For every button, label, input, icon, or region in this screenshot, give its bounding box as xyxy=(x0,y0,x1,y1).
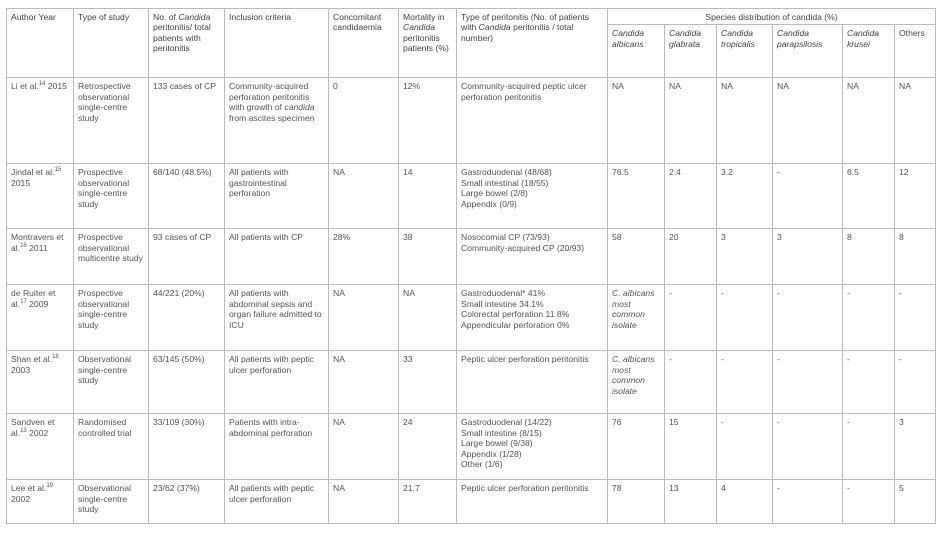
inclusion-text-a: All patients with peptic ulcer perforation xyxy=(229,354,315,375)
cell-parapsilosis: - xyxy=(773,414,843,480)
inclusion-text-b: candida xyxy=(284,102,315,113)
cell-glabrata: 20 xyxy=(665,229,717,285)
author-name: Jindal et al. xyxy=(11,167,55,178)
cell-author-year xyxy=(7,351,74,414)
cell-no-of-candida: 23/62 (37%) xyxy=(149,480,225,524)
type-line: Peptic ulcer perforation peritonitis xyxy=(461,354,589,365)
cell-krusei: - xyxy=(843,414,895,480)
type-line: Peptic ulcer perforation peritonitis xyxy=(461,483,589,494)
header-type-text-b: Candida xyxy=(478,22,511,33)
reference-number: 14 xyxy=(38,81,46,88)
header-others: Others xyxy=(895,25,936,78)
cell-albicans: 58 xyxy=(608,229,665,285)
author-name: Montravers et al. xyxy=(11,232,64,253)
cell-tropicalis: 4 xyxy=(717,480,773,524)
cell-author-year xyxy=(7,78,74,164)
type-line: Appendix (1/28) xyxy=(461,448,522,459)
cell-type-of-peritonitis xyxy=(457,78,608,164)
cell-mortality: 21.7 xyxy=(399,480,457,524)
type-line: Community-acquired CP (20/93) xyxy=(461,242,585,253)
type-line: Appendix (0/9) xyxy=(461,198,517,209)
author-year: 2003 xyxy=(11,364,31,375)
cell-mortality: 12% xyxy=(399,78,457,164)
header-candida-krusei: Candida krusei xyxy=(843,25,895,78)
header-type-of-peritonitis xyxy=(457,9,608,78)
author-year: 2015 xyxy=(45,81,67,92)
header-type-of-study-text: Type of study xyxy=(78,12,130,22)
inclusion-text-a: Patients with intra-abdominal perforation xyxy=(229,417,313,438)
cell-albicans: 78 xyxy=(608,480,665,524)
cell-glabrata: NA xyxy=(665,78,717,164)
header-candida-parapsilosis: Candida parapsilosis xyxy=(773,25,843,78)
author-name: Li et al. xyxy=(11,81,39,92)
type-line: Small intestine 34.1% xyxy=(461,298,544,309)
cell-no-of-candida: 33/109 (30%) xyxy=(149,414,225,480)
cell-study-type: Observational single-centre study xyxy=(74,351,149,414)
author-year: 2002 xyxy=(26,427,49,438)
cell-parapsilosis: NA xyxy=(773,78,843,164)
header-type-text-c: peritonitis / total number) xyxy=(461,22,574,43)
header-no-text-c: peritonitis/ total patients with peritonitis xyxy=(153,22,211,54)
table-row xyxy=(7,229,936,285)
cell-concomitant: NA xyxy=(329,164,399,229)
reference-number: 13 xyxy=(20,427,27,434)
candida-peritonitis-table xyxy=(6,8,936,524)
cell-albicans: NA xyxy=(608,78,665,164)
header-inclusion-text: Inclusion criteria xyxy=(229,12,292,22)
header-inclusion-criteria xyxy=(225,9,329,78)
cell-type-of-peritonitis xyxy=(457,285,608,351)
header-candida-albicans: Candida albicans xyxy=(608,25,665,78)
cell-no-of-candida: 68/140 (48.5%) xyxy=(149,164,225,229)
cell-type-of-peritonitis xyxy=(457,229,608,285)
header-mortality-text-c: peritonitis patients (%) xyxy=(403,32,449,54)
inclusion-text-c: from ascites specimen xyxy=(229,112,315,123)
cell-inclusion xyxy=(225,414,329,480)
header-mortality-text-b: Candida xyxy=(403,22,436,33)
cell-krusei: NA xyxy=(843,78,895,164)
type-line: Nosocomial CP (73/93) xyxy=(461,232,550,243)
type-line: Large bowel (2/8) xyxy=(461,188,528,199)
cell-concomitant: NA xyxy=(329,414,399,480)
cell-krusei: 6.5 xyxy=(843,164,895,229)
cell-krusei: - xyxy=(843,285,895,351)
header-candida-tropicalis: Candida tropicalis xyxy=(717,25,773,78)
cell-study-type: Observational single-centre study xyxy=(74,480,149,524)
inclusion-text-a: All patients with gastrointestinal perforation xyxy=(229,167,289,199)
table-row xyxy=(7,285,936,351)
cell-inclusion xyxy=(225,78,329,164)
header-concomitant xyxy=(329,9,399,78)
header-mortality xyxy=(399,9,457,78)
header-type-of-study xyxy=(74,9,149,78)
reference-number: 19 xyxy=(46,483,54,490)
type-line: Large bowel (9/38) xyxy=(461,438,533,449)
cell-glabrata: - xyxy=(665,285,717,351)
reference-number: 17 xyxy=(20,298,27,305)
cell-tropicalis: 3.2 xyxy=(717,164,773,229)
cell-no-of-candida: 133 cases of CP xyxy=(149,78,225,164)
header-author-year-text: Author Year xyxy=(11,12,56,22)
type-line: Colorectal perforation 11.8% xyxy=(461,309,570,320)
inclusion-text-a: Community-acquired perforation peritonitis with growth of xyxy=(229,81,310,113)
cell-type-of-peritonitis xyxy=(457,480,608,524)
cell-study-type: Randomised controlled trial xyxy=(74,414,149,480)
cell-albicans: 76 xyxy=(608,414,665,480)
cell-concomitant: NA xyxy=(329,285,399,351)
cell-glabrata: 2.4 xyxy=(665,164,717,229)
cell-albicans xyxy=(608,285,665,351)
reference-number: 18 xyxy=(52,354,59,361)
cell-tropicalis: - xyxy=(717,285,773,351)
header-species-distribution xyxy=(608,9,936,25)
type-line: Gastroduodenal* 41% xyxy=(461,288,546,299)
table-row xyxy=(7,480,936,524)
albicans-note: C. albicans most common isolate xyxy=(612,354,655,396)
inclusion-text-a: All patients with peptic ulcer perforation xyxy=(229,483,315,504)
cell-author-year xyxy=(7,229,74,285)
header-no-text-a: No. of xyxy=(153,12,179,22)
cell-krusei: 8 xyxy=(843,229,895,285)
cell-others: - xyxy=(895,351,936,414)
cell-concomitant: 28% xyxy=(329,229,399,285)
cell-type-of-peritonitis xyxy=(457,351,608,414)
cell-glabrata: 13 xyxy=(665,480,717,524)
cell-no-of-candida: 44/221 (20%) xyxy=(149,285,225,351)
reference-number: 15 xyxy=(54,167,62,174)
type-line: Other (1/6) xyxy=(461,459,503,470)
type-line: Small intestine (8/15) xyxy=(461,427,542,438)
table-row xyxy=(7,414,936,480)
cell-tropicalis: NA xyxy=(717,78,773,164)
cell-others: NA xyxy=(895,78,936,164)
header-row xyxy=(7,9,936,25)
table-row xyxy=(7,351,936,414)
header-author-year xyxy=(7,9,74,78)
cell-others: 5 xyxy=(895,480,936,524)
header-type-text-a: Type of peritonitis (No. of patients with xyxy=(461,12,590,33)
cell-mortality: 24 xyxy=(399,414,457,480)
type-line: Gastroduodenal (14/22) xyxy=(461,417,552,428)
cell-parapsilosis: - xyxy=(773,351,843,414)
author-name: de Ruiter et al. xyxy=(11,288,56,309)
cell-type-of-peritonitis xyxy=(457,414,608,480)
cell-others: 8 xyxy=(895,229,936,285)
cell-mortality: 38 xyxy=(399,229,457,285)
cell-mortality: NA xyxy=(399,285,457,351)
cell-albicans: 76.5 xyxy=(608,164,665,229)
cell-mortality: 33 xyxy=(399,351,457,414)
author-name: Sandven et al. xyxy=(11,417,55,438)
author-year: 2002 xyxy=(11,493,31,504)
inclusion-text-a: All patients with CP xyxy=(229,232,304,243)
cell-tropicalis: 3 xyxy=(717,229,773,285)
cell-inclusion xyxy=(225,351,329,414)
cell-study-type: Prospective observational multicentre study xyxy=(74,229,149,285)
type-line: Appendicular perforation 0% xyxy=(461,319,570,330)
author-year: 2015 xyxy=(11,177,31,188)
inclusion-text-a: All patients with abdominal sepsis and organ failure admitted to ICU xyxy=(229,288,322,330)
header-mortality-text-a: Mortality in xyxy=(403,12,445,22)
cell-inclusion xyxy=(225,285,329,351)
cell-inclusion xyxy=(225,229,329,285)
cell-type-of-peritonitis xyxy=(457,164,608,229)
cell-krusei: - xyxy=(843,351,895,414)
table-row xyxy=(7,164,936,229)
cell-author-year xyxy=(7,164,74,229)
cell-concomitant: 0 xyxy=(329,78,399,164)
author-year: 2011 xyxy=(26,242,48,253)
type-line: Gastroduodenal (48/68) xyxy=(461,167,552,178)
author-year: 2009 xyxy=(26,298,49,309)
header-no-of-candida xyxy=(149,9,225,78)
reference-number: 16 xyxy=(20,242,27,249)
cell-parapsilosis: - xyxy=(773,164,843,229)
cell-no-of-candida: 63/145 (50%) xyxy=(149,351,225,414)
cell-inclusion xyxy=(225,164,329,229)
cell-concomitant: NA xyxy=(329,480,399,524)
cell-others: 12 xyxy=(895,164,936,229)
cell-no-of-candida: 93 cases of CP xyxy=(149,229,225,285)
cell-albicans xyxy=(608,351,665,414)
author-name: Shan et al. xyxy=(11,354,53,365)
cell-others: - xyxy=(895,285,936,351)
cell-parapsilosis: - xyxy=(773,285,843,351)
header-candida-glabrata: Candida glabrata xyxy=(665,25,717,78)
cell-parapsilosis: - xyxy=(773,480,843,524)
cell-inclusion xyxy=(225,480,329,524)
cell-author-year xyxy=(7,285,74,351)
cell-krusei: - xyxy=(843,480,895,524)
table-row xyxy=(7,78,936,164)
cell-tropicalis: - xyxy=(717,414,773,480)
cell-glabrata: - xyxy=(665,351,717,414)
type-line: Community-acquired peptic ulcer perforation peritonitis xyxy=(461,81,587,102)
cell-author-year xyxy=(7,414,74,480)
cell-glabrata: 15 xyxy=(665,414,717,480)
header-species-group-text: Species distribution of candida (%) xyxy=(705,12,838,22)
cell-study-type: Retrospective observational single-centre study xyxy=(74,78,149,164)
cell-parapsilosis: 3 xyxy=(773,229,843,285)
header-no-text-b: Candida xyxy=(178,12,211,22)
cell-concomitant: NA xyxy=(329,351,399,414)
cell-author-year xyxy=(7,480,74,524)
albicans-note: C. albicans most common isolate xyxy=(612,288,655,330)
cell-study-type: Prospective observational single-centre study xyxy=(74,164,149,229)
cell-study-type: Prospective observational single-centre study xyxy=(74,285,149,351)
cell-others: 3 xyxy=(895,414,936,480)
type-line: Small intestinal (18/55) xyxy=(461,177,549,188)
cell-mortality: 14 xyxy=(399,164,457,229)
header-concomitant-text: Concomitant candidaemia xyxy=(333,12,382,33)
cell-tropicalis: - xyxy=(717,351,773,414)
author-name: Lee et al. xyxy=(11,483,47,494)
